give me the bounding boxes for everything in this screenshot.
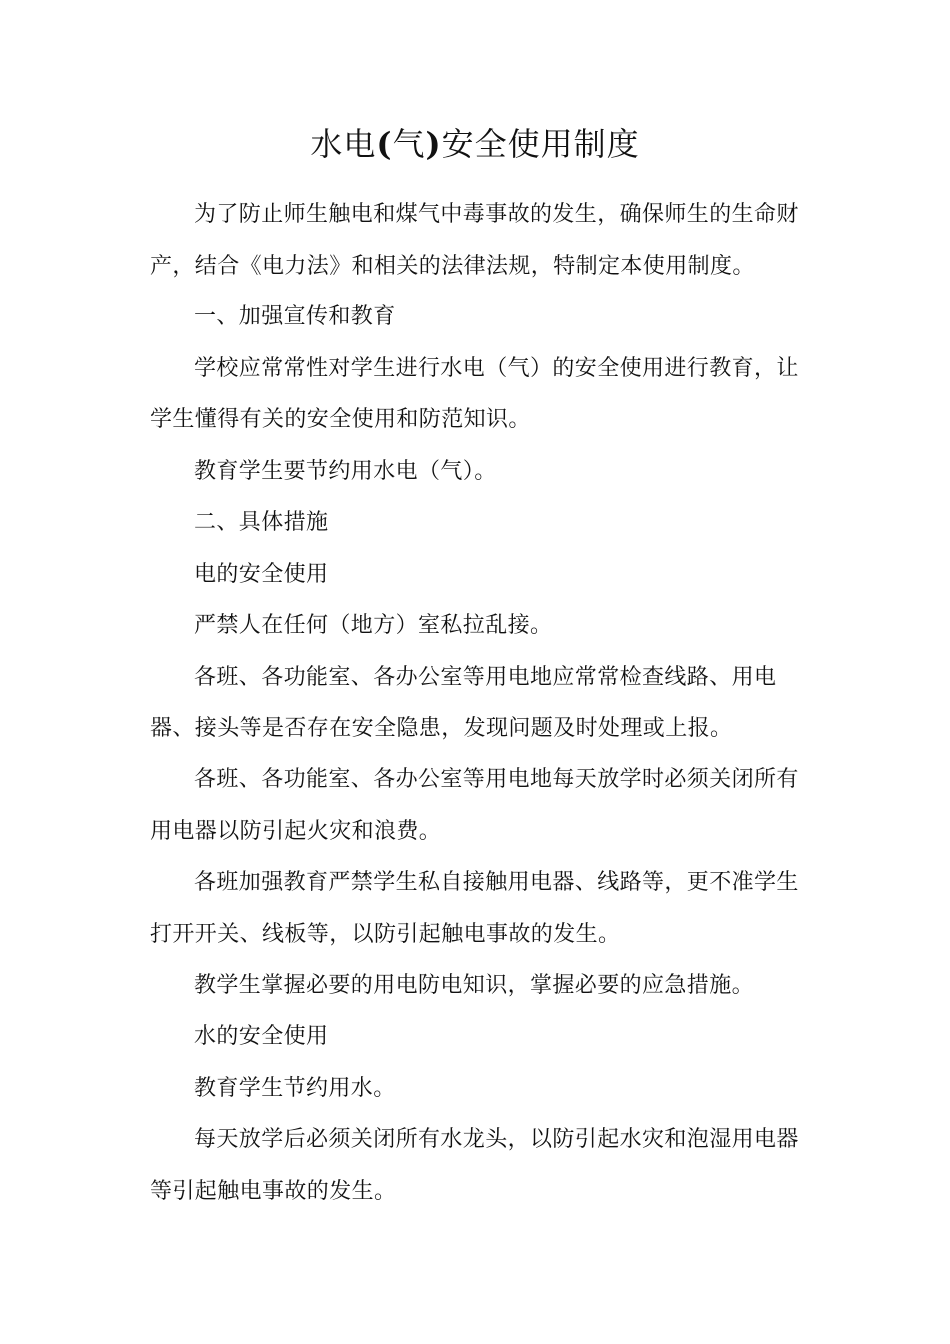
electricity-rule-4-line-2: 打开开关、线板等，以防引起触电事故的发生。 bbox=[150, 922, 621, 947]
title-paren-close: ) bbox=[425, 125, 442, 163]
document-title bbox=[0, 122, 950, 166]
electricity-rule-1: 严禁人在任何（地方）室私拉乱接。 bbox=[194, 613, 553, 638]
section-heading-1: 一、加强宣传和教育 bbox=[194, 304, 396, 329]
water-rule-2-line-1: 每天放学后必须关闭所有水龙头，以防引起水灾和泡湿用电器 bbox=[194, 1127, 799, 1152]
electricity-rule-3-line-2: 用电器以防引起火灾和浪费。 bbox=[150, 819, 442, 844]
title-paren-word: 气 bbox=[392, 125, 426, 163]
title-suffix: 安全使用制度 bbox=[441, 125, 640, 163]
saving-paragraph: 教育学生要节约用水电（气）。 bbox=[194, 459, 497, 484]
education-paragraph-line-2: 学生懂得有关的安全使用和防范知识。 bbox=[150, 407, 531, 432]
electricity-rule-4-line-1: 各班加强教育严禁学生私自接触用电器、线路等，更不准学生 bbox=[194, 870, 799, 895]
water-subheading: 水的安全使用 bbox=[194, 1024, 329, 1049]
electricity-rule-5: 教学生掌握必要的用电防电知识，掌握必要的应急措施。 bbox=[194, 973, 755, 998]
electricity-subheading: 电的安全使用 bbox=[194, 562, 329, 587]
title-paren-open: ( bbox=[376, 125, 393, 163]
electricity-rule-2-line-1: 各班、各功能室、各办公室等用电地应常常检查线路、用电 bbox=[194, 665, 777, 690]
intro-paragraph-line-1: 为了防止师生触电和煤气中毒事故的发生，确保师生的生命财 bbox=[194, 202, 799, 227]
water-rule-1: 教育学生节约用水。 bbox=[194, 1076, 396, 1101]
education-paragraph-line-1: 学校应常常性对学生进行水电（气）的安全使用进行教育，让 bbox=[194, 356, 799, 381]
title-prefix: 水电 bbox=[310, 125, 377, 163]
electricity-rule-3-line-1: 各班、各功能室、各办公室等用电地每天放学时必须关闭所有 bbox=[194, 767, 799, 792]
electricity-rule-2-line-2: 器、接头等是否存在安全隐患，发现问题及时处理或上报。 bbox=[150, 716, 733, 741]
section-heading-2: 二、具体措施 bbox=[194, 510, 329, 535]
intro-paragraph-line-2: 产，结合《电力法》和相关的法律法规，特制定本使用制度。 bbox=[150, 254, 755, 279]
water-rule-2-line-2: 等引起触电事故的发生。 bbox=[150, 1179, 397, 1204]
